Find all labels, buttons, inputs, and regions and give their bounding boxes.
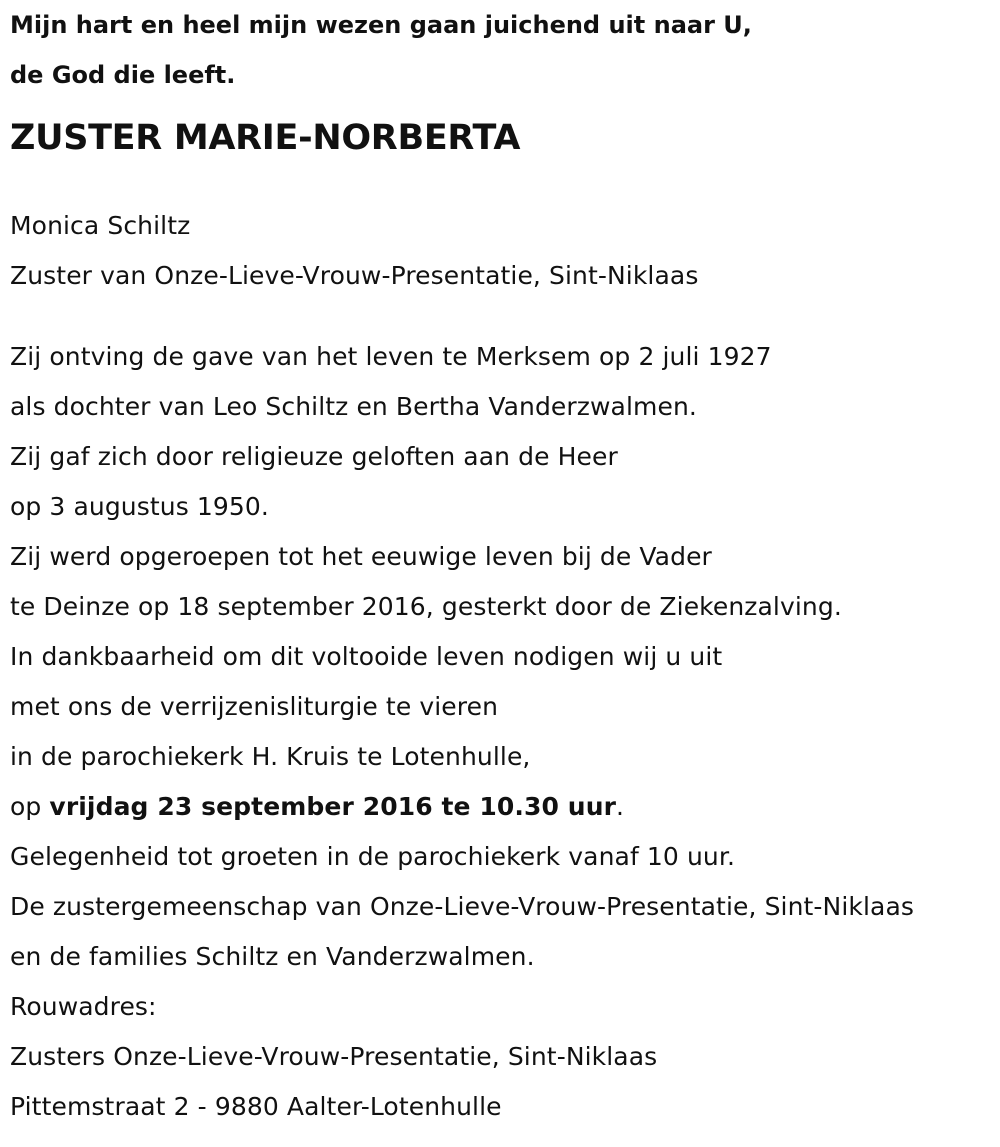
mourning-address-line-2: Pittemstraat 2 - 9880 Aalter-Lotenhulle xyxy=(10,1092,502,1121)
body-line: met ons de verrijzenisliturgie te vieren xyxy=(10,692,499,721)
announcement-body xyxy=(10,332,990,1132)
service-line xyxy=(10,782,990,832)
opening-verse xyxy=(10,0,990,100)
verse-line-2: de God die leeft. xyxy=(10,61,236,89)
verse-line-1: Mijn hart en heel mijn wezen gaan juichend uit naar U, xyxy=(10,11,752,39)
body-line: te Deinze op 18 september 2016, gesterkt door de Ziekenzalving. xyxy=(10,592,842,621)
body-line: in de parochiekerk H. Kruis te Lotenhulle, xyxy=(10,742,531,771)
mourning-address-label: Rouwadres: xyxy=(10,992,157,1021)
congregation: Zuster van Onze-Lieve-Vrouw-Presentatie, Sint-Niklaas xyxy=(10,261,699,290)
service-suffix: . xyxy=(616,792,625,821)
closing-line: Gelegenheid tot groeten in de parochiekerk vanaf 10 uur. xyxy=(10,842,735,871)
service-date-time: vrijdag 23 september 2016 te 10.30 uur xyxy=(49,792,617,821)
obituary-notice xyxy=(10,0,990,1132)
body-line: Zij ontving de gave van het leven te Merksem op 2 juli 1927 xyxy=(10,342,772,371)
civil-name: Monica Schiltz xyxy=(10,211,191,240)
identity-block xyxy=(10,201,990,301)
body-line: Zij werd opgeroepen tot het eeuwige leven bij de Vader xyxy=(10,542,712,571)
page-title: ZUSTER MARIE-NORBERTA xyxy=(10,118,521,158)
body-line: als dochter van Leo Schiltz en Bertha Vanderzwalmen. xyxy=(10,392,697,421)
body-line: In dankbaarheid om dit voltooide leven nodigen wij u uit xyxy=(10,642,723,671)
closing-line: en de families Schiltz en Vanderzwalmen. xyxy=(10,942,535,971)
closing-line: De zustergemeenschap van Onze-Lieve-Vrouw-Presentatie, Sint-Niklaas xyxy=(10,892,914,921)
service-prefix: op xyxy=(10,792,50,821)
body-line: Zij gaf zich door religieuze geloften aan de Heer xyxy=(10,442,618,471)
mourning-address-line-1: Zusters Onze-Lieve-Vrouw-Presentatie, Sint-Niklaas xyxy=(10,1042,658,1071)
body-line: op 3 augustus 1950. xyxy=(10,492,269,521)
